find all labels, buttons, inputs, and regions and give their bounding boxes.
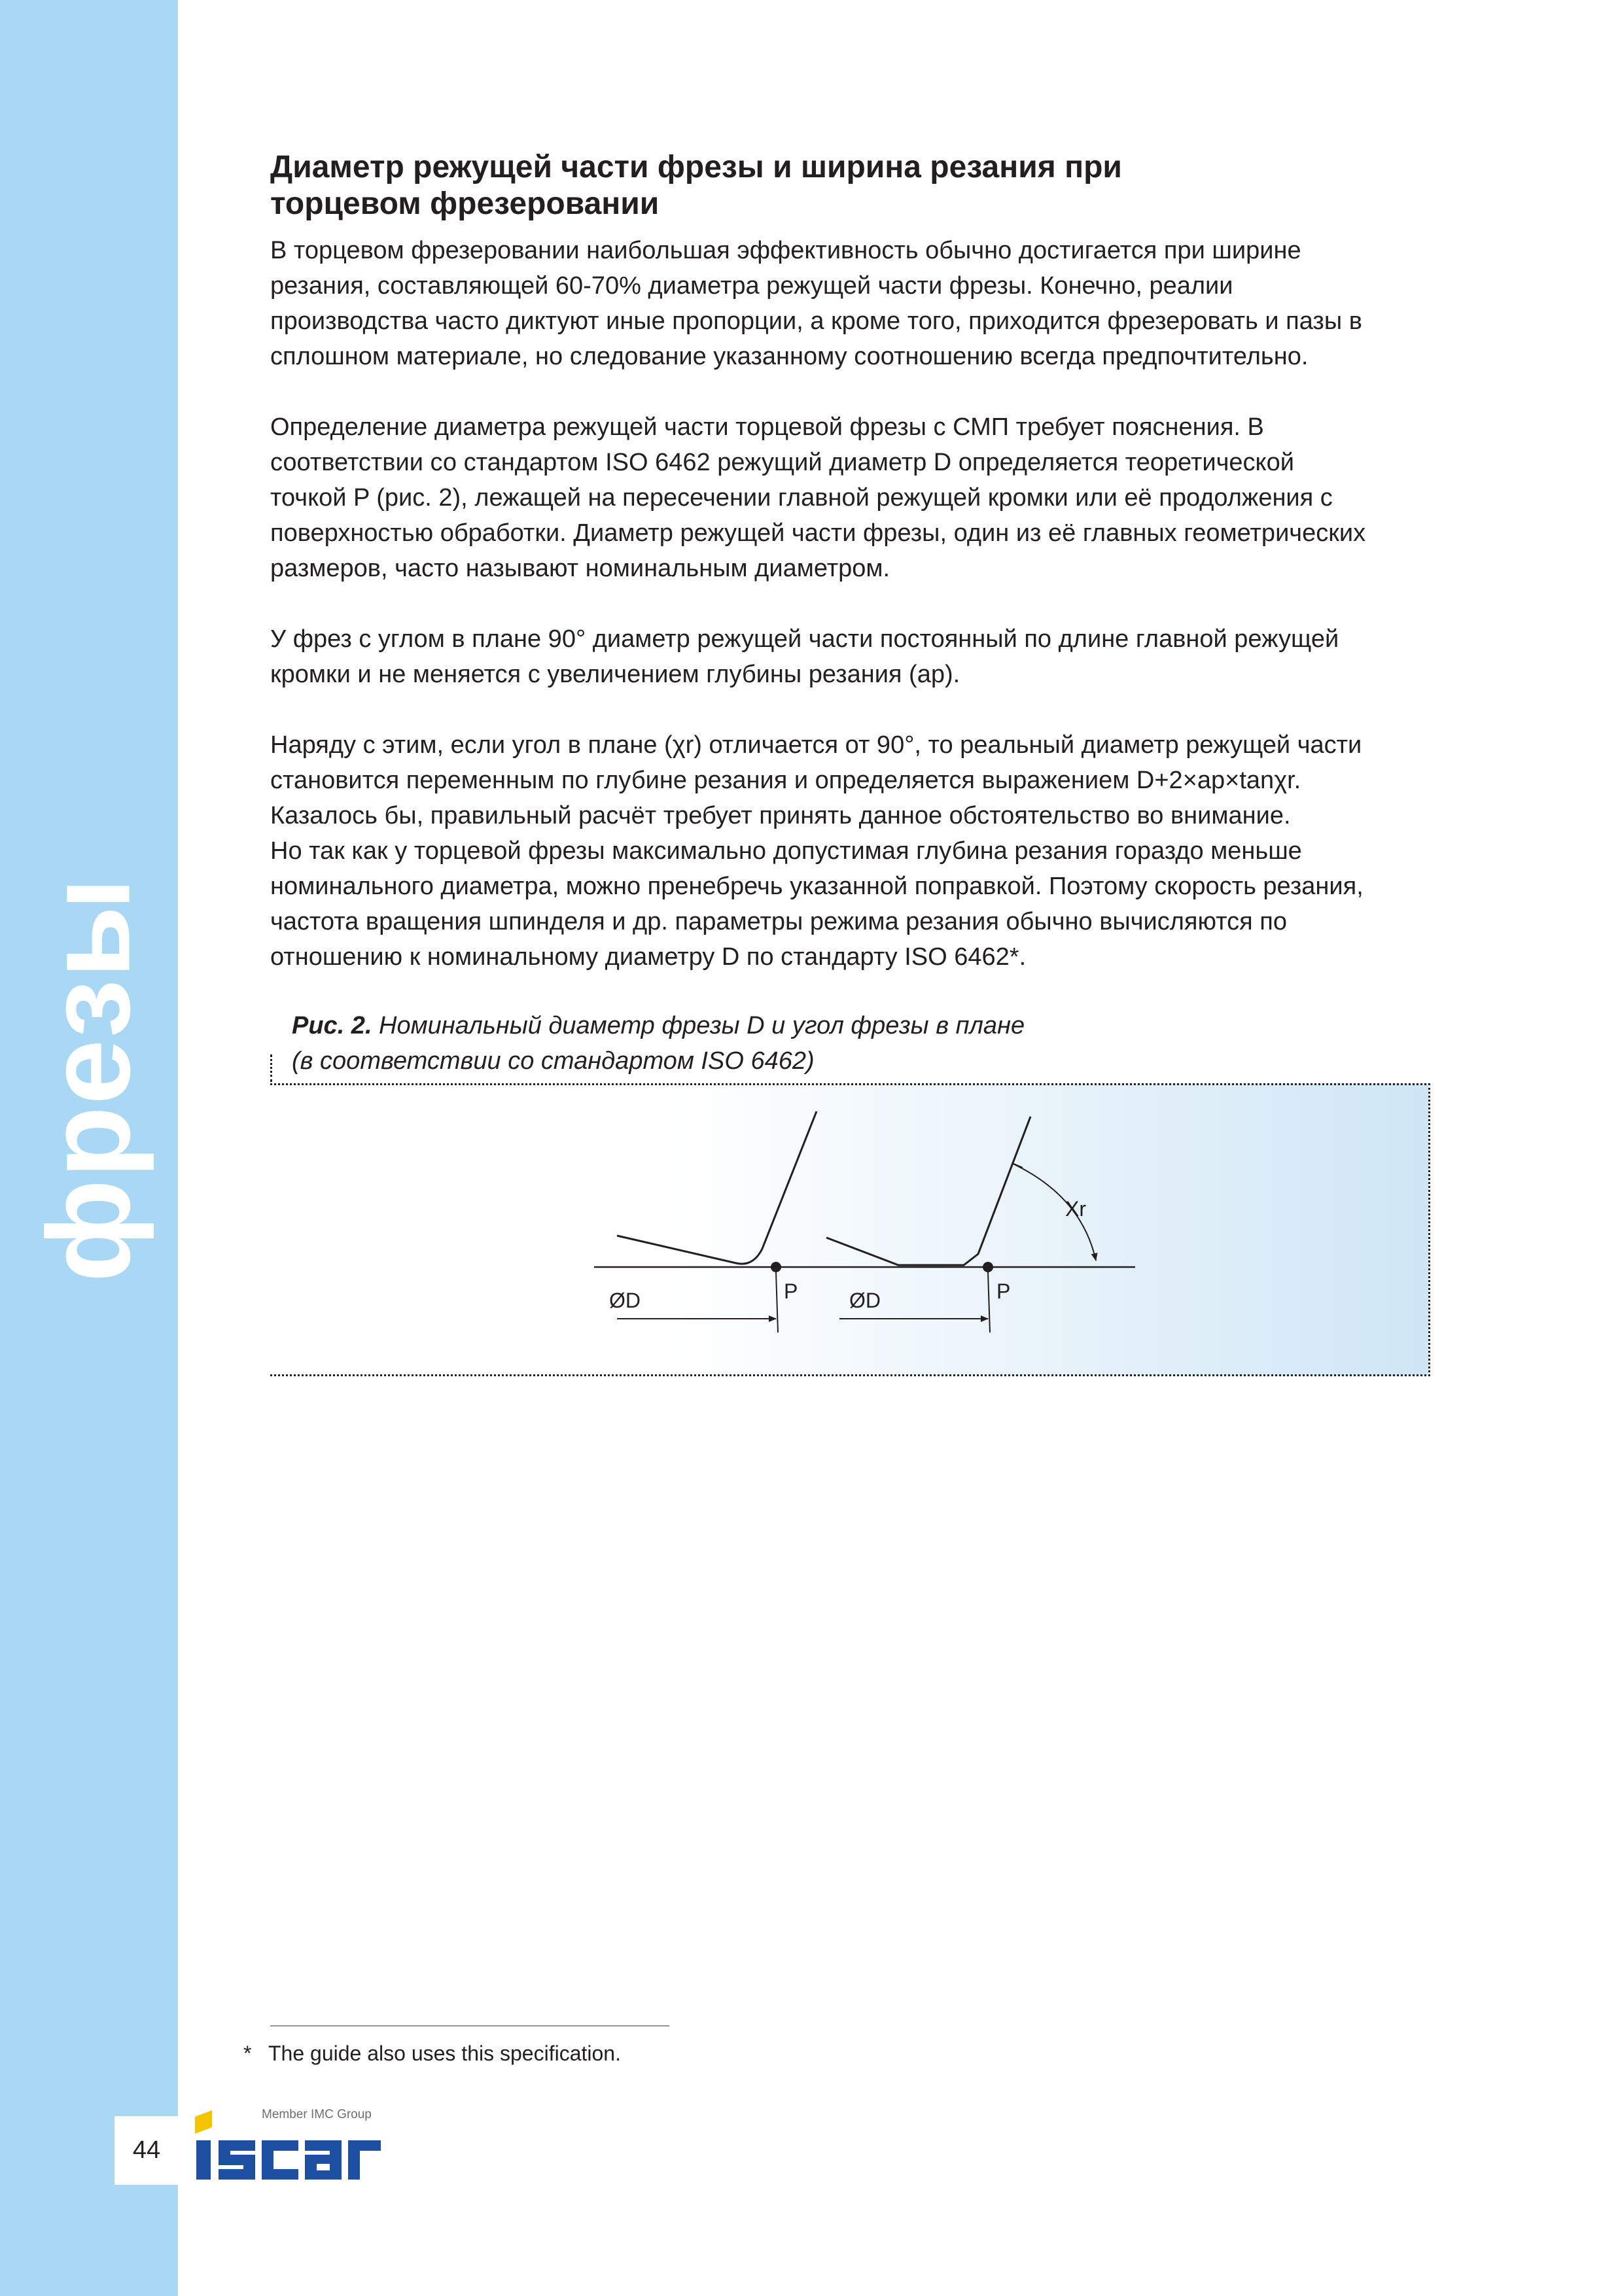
section-title-vertical: фрезы — [23, 876, 155, 1283]
caption-line-2: (в соответствии со стандартом ISO 6462) — [292, 1047, 815, 1075]
paragraph-4: Наряду с этим, если угол в плане (χr) отличается от 90°, то реальный диаметр режущей части становится переменным по глубине резания и определяется выражением D+2×ap×tanχr. Казалось бы, правильный расчёт требует принять данное обстоятельство во внимание. — [270, 731, 1362, 829]
figure-caption — [292, 1008, 1208, 1079]
iscar-logo — [190, 2108, 399, 2186]
footnote-text: The guide also uses this specification. — [268, 2042, 621, 2065]
footnote-divider — [270, 2025, 669, 2026]
milling-diagram — [270, 1085, 1428, 1374]
right-diameter-label: ØD — [849, 1289, 881, 1312]
caption-label: Рис. 2. — [292, 1012, 372, 1039]
body-text — [270, 233, 1448, 1010]
paragraph-2: Определение диаметра режущей части торцевой фрезы с СМП требует пояснения. В соответствии со стандартом ISO 6462 режущий диаметр D определяется теоретической точкой P (рис. 2), лежащей на пересечении главной режущей кромки или её продолжения с поверхностью обработки. Диаметр режущей части фрезы, один из её главных геометрических размеров, часто называют номинальным диаметром. — [270, 413, 1366, 582]
section-heading — [270, 149, 1448, 222]
logo-member-text: Member IMC Group — [262, 2108, 372, 2121]
left-insert-outline — [617, 1111, 817, 1264]
left-diameter-label: ØD — [609, 1289, 641, 1312]
paragraph-5: Но так как у торцевой фрезы максимально допустимая глубина резания гораздо меньше номинального диаметра, можно пренебречь указанной поправкой. Поэтому скорость резания, частота вращения шпинделя и др. параметры режима резания обычно вычисляются по отношению к номинальному диаметру D по стандарту ISO 6462*. — [270, 837, 1364, 971]
footnote — [243, 2040, 621, 2067]
paragraph-1: В торцевом фрезеровании наибольшая эффективность обычно достигается при ширине резания, составляющей 60-70% диаметра режущей части фрезы. Конечно, реалии производства часто диктуют иные пропорции, а кроме того, приходится фрезеровать и пазы в сплошном материале, но следование указанному соотношению всегда предпочтительно. — [270, 237, 1362, 370]
heading-line-2: торцевом фрезеровании — [270, 186, 660, 221]
caption-dotted-marker — [270, 1054, 272, 1082]
left-point-p-marker — [771, 1262, 781, 1272]
right-p-vertical — [988, 1272, 990, 1332]
heading-line-1: Диаметр режущей части фрезы и ширина резания при — [270, 150, 1122, 184]
left-point-label: P — [784, 1279, 798, 1303]
figure-2-diagram — [270, 1083, 1430, 1376]
paragraph-3: У фрез с углом в плане 90° диаметр режущей части постоянный по длине главной режущей кромки и не меняется с увеличением глубины резания (ap). — [270, 625, 1339, 688]
page-number: 44 — [132, 2136, 161, 2164]
caption-line-1: Рис. 2. Номинальный диаметр фрезы D и угол фрезы в плане — [292, 1012, 1025, 1039]
left-p-vertical — [776, 1272, 778, 1332]
angle-arc-start-tick — [1013, 1164, 1023, 1168]
right-insert-outline — [826, 1117, 1030, 1265]
angle-label: Xr — [1065, 1197, 1086, 1221]
right-point-p-marker — [983, 1262, 993, 1272]
right-point-label: P — [996, 1279, 1011, 1303]
footnote-marker: * — [243, 2042, 252, 2065]
